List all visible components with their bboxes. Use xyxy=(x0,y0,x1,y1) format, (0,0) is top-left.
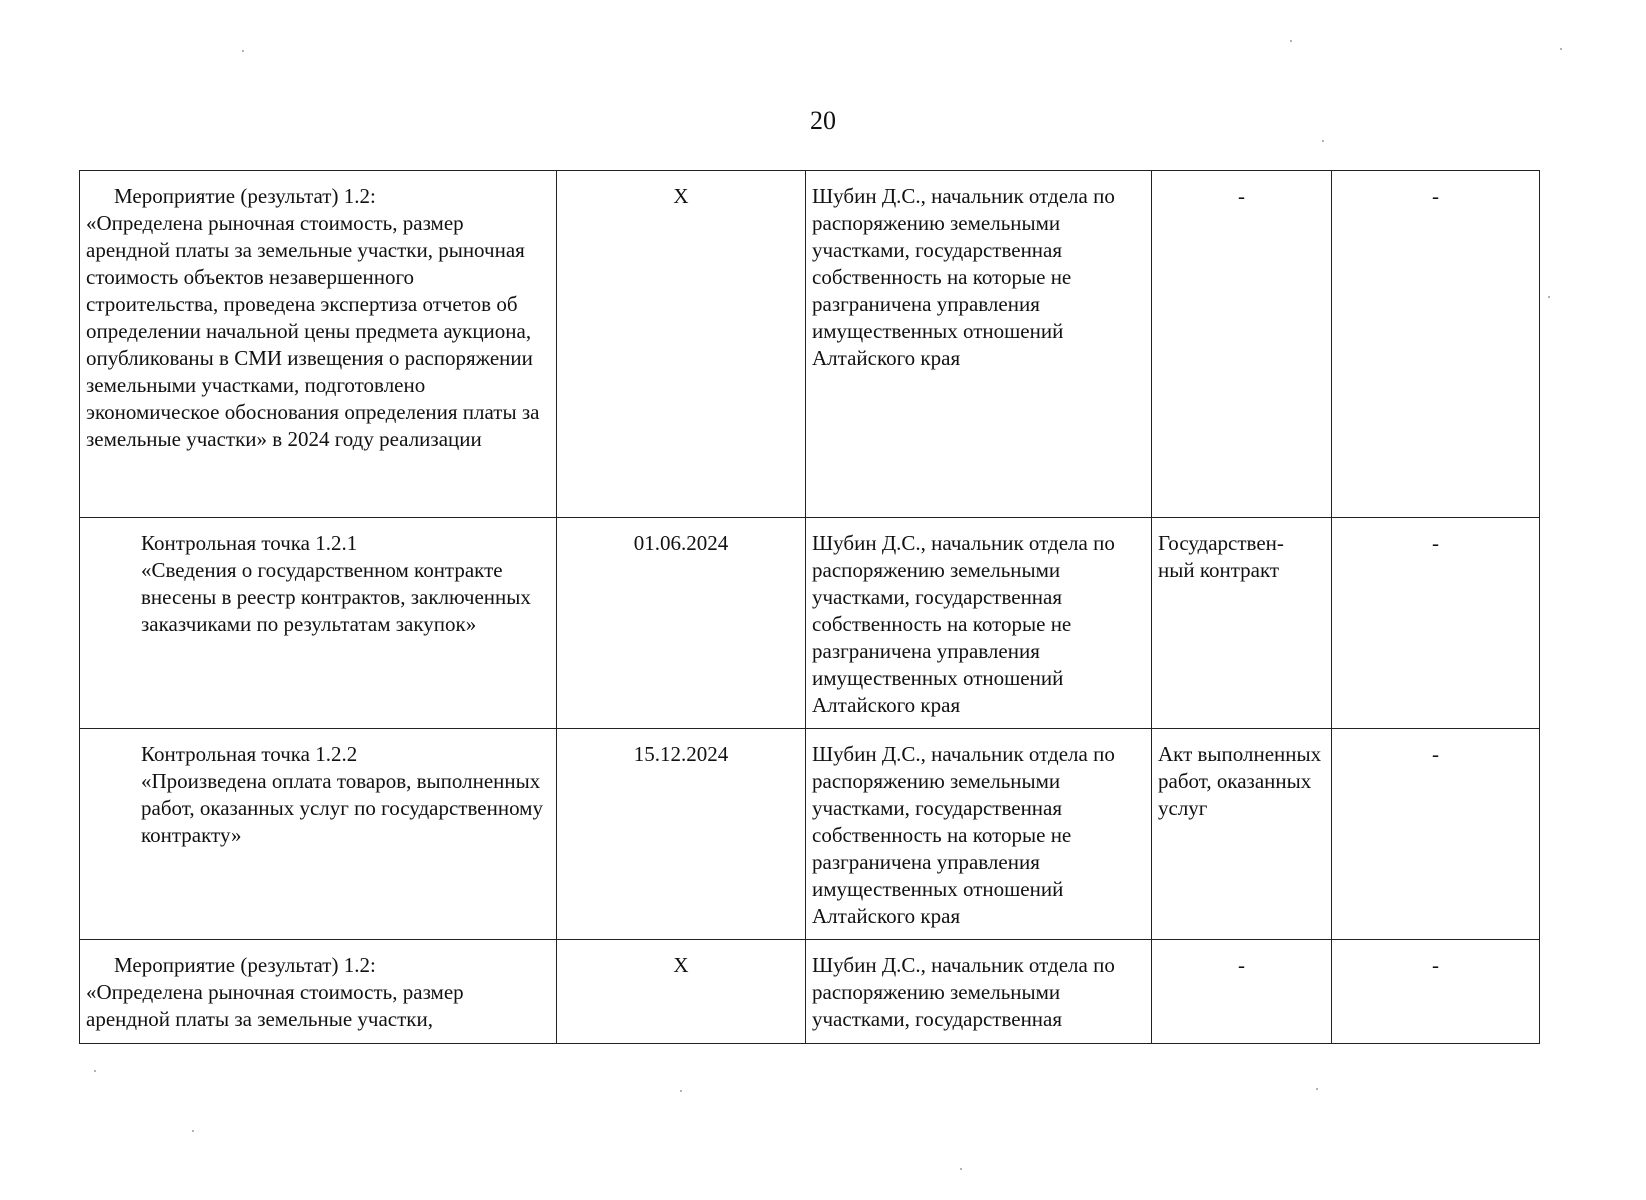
table-cell-info: - xyxy=(1332,518,1540,729)
table-cell-document: Государствен- ный контракт xyxy=(1152,518,1332,729)
scan-speck xyxy=(242,50,244,52)
table-cell-responsible: Шубин Д.С., начальник отдела по распоряжению земельными участками, государственная собственность на которые не разграничена управления имущественных отношений Алтайского края xyxy=(806,729,1152,940)
table-cell-date: 01.06.2024 xyxy=(557,518,806,729)
scan-speck xyxy=(680,1090,682,1092)
scan-speck xyxy=(1316,1088,1318,1090)
table-cell-responsible: Шубин Д.С., начальник отдела по распоряжению земельными участками, государственная собственность на которые не разграничена управления имущественных отношений Алтайского края xyxy=(806,518,1152,729)
scan-speck xyxy=(1322,140,1324,142)
table-cell-responsible: Шубин Д.С., начальник отдела по распоряжению земельными участками, государственная xyxy=(806,940,1152,1044)
table-cell-info: - xyxy=(1332,729,1540,940)
table-cell-date: Х xyxy=(557,171,806,518)
table-cell-info: - xyxy=(1332,171,1540,518)
event-name-text: Мероприятие (результат) 1.2: «Определена рыночная стоимость, размер арендной платы за земельные участки, xyxy=(86,953,464,1031)
scan-speck xyxy=(960,1168,962,1170)
scan-speck xyxy=(192,1130,194,1132)
table-cell-document: - xyxy=(1152,940,1332,1044)
table-row-event xyxy=(80,171,1540,518)
table-cell-date: Х xyxy=(557,940,806,1044)
scan-speck xyxy=(1548,296,1550,298)
page-number: 20 xyxy=(810,106,836,135)
table-cell-name xyxy=(80,729,557,940)
table-row-checkpoint xyxy=(80,518,1540,729)
event-name-text: Мероприятие (результат) 1.2: «Определена рыночная стоимость, размер арендной платы за земельные участки, рыночная стоимость объектов незавершенного строительства, проведена экспертиза отчетов об определении начальной цены предмета аукциона, опубликованы в СМИ извещения о распоряжении земельными участками, подготовлено экономическое обоснования определения платы за земельные участки» в 2024 году реализации xyxy=(86,184,540,451)
table-cell-responsible: Шубин Д.С., начальник отдела по распоряжению земельными участками, государственная собственность на которые не разграничена управления имущественных отношений Алтайского края xyxy=(806,171,1152,518)
table-cell-info: - xyxy=(1332,940,1540,1044)
table-cell-document: - xyxy=(1152,171,1332,518)
scan-speck xyxy=(1560,48,1562,50)
table-row-event xyxy=(80,940,1540,1044)
table-cell-name xyxy=(80,518,557,729)
table-cell-date: 15.12.2024 xyxy=(557,729,806,940)
checkpoint-name-text: Контрольная точка 1.2.1 «Сведения о государственном контракте внесены в реестр контрактов, заключенных заказчиками по результатам закупок» xyxy=(141,531,531,636)
checkpoint-name-text: Контрольная точка 1.2.2 «Произведена оплата товаров, выполненных работ, оказанных услуг по государственному контракту» xyxy=(141,742,543,847)
table-cell-name xyxy=(80,171,557,518)
table-row-checkpoint xyxy=(80,729,1540,940)
scan-speck xyxy=(94,1070,96,1072)
scan-speck xyxy=(1290,40,1292,42)
table-cell-document: Акт выполненных работ, оказанных услуг xyxy=(1152,729,1332,940)
table-cell-name xyxy=(80,940,557,1044)
plan-table xyxy=(79,170,1540,1044)
